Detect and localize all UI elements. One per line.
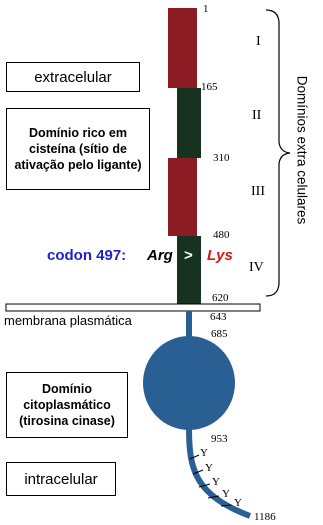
codon-label: codon 497: bbox=[47, 247, 127, 264]
membrane-label: membrana plasmática bbox=[4, 313, 132, 328]
residue-620: 620 bbox=[212, 292, 229, 304]
tyrosine-1: Y bbox=[200, 447, 208, 459]
intracellular-box: intracelular bbox=[6, 462, 116, 496]
residue-953: 953 bbox=[211, 433, 228, 445]
codon-to-aa: Lys bbox=[207, 247, 233, 264]
domain-II-block bbox=[177, 88, 201, 158]
residue-1186: 1186 bbox=[254, 511, 276, 523]
extracellular-bracket bbox=[266, 10, 290, 296]
tyrosine-2: Y bbox=[205, 462, 213, 474]
residue-685: 685 bbox=[211, 328, 228, 340]
domain-IV-label: IV bbox=[249, 260, 264, 275]
domain-I-block bbox=[168, 8, 197, 88]
cytoplasmic-domain-ellipse bbox=[143, 336, 235, 430]
extracellular-box: extracelular bbox=[6, 62, 140, 92]
tyrosine-3: Y bbox=[212, 476, 220, 488]
tyrosine-5: Y bbox=[234, 497, 242, 509]
residue-165: 165 bbox=[201, 81, 218, 93]
domain-I-label: I bbox=[256, 34, 261, 49]
tyrosine-4: Y bbox=[222, 488, 230, 500]
codon-from-aa: Arg bbox=[147, 247, 173, 264]
residue-480: 480 bbox=[213, 229, 230, 241]
residue-310: 310 bbox=[213, 152, 230, 164]
domain-III-label: III bbox=[251, 184, 265, 199]
cysteine-domain-box: Domínio rico em cisteína (sítio de ativação pelo ligante) bbox=[6, 108, 150, 190]
domain-II-label: II bbox=[252, 108, 262, 123]
residue-1: 1 bbox=[203, 3, 209, 15]
cytoplasmic-domain-box: Domínio citoplasmático (tirosina cinase) bbox=[6, 372, 128, 438]
domain-III-block bbox=[168, 158, 197, 236]
residue-643: 643 bbox=[210, 311, 227, 323]
membrane bbox=[6, 304, 260, 311]
codon-arrow: > bbox=[184, 247, 193, 264]
